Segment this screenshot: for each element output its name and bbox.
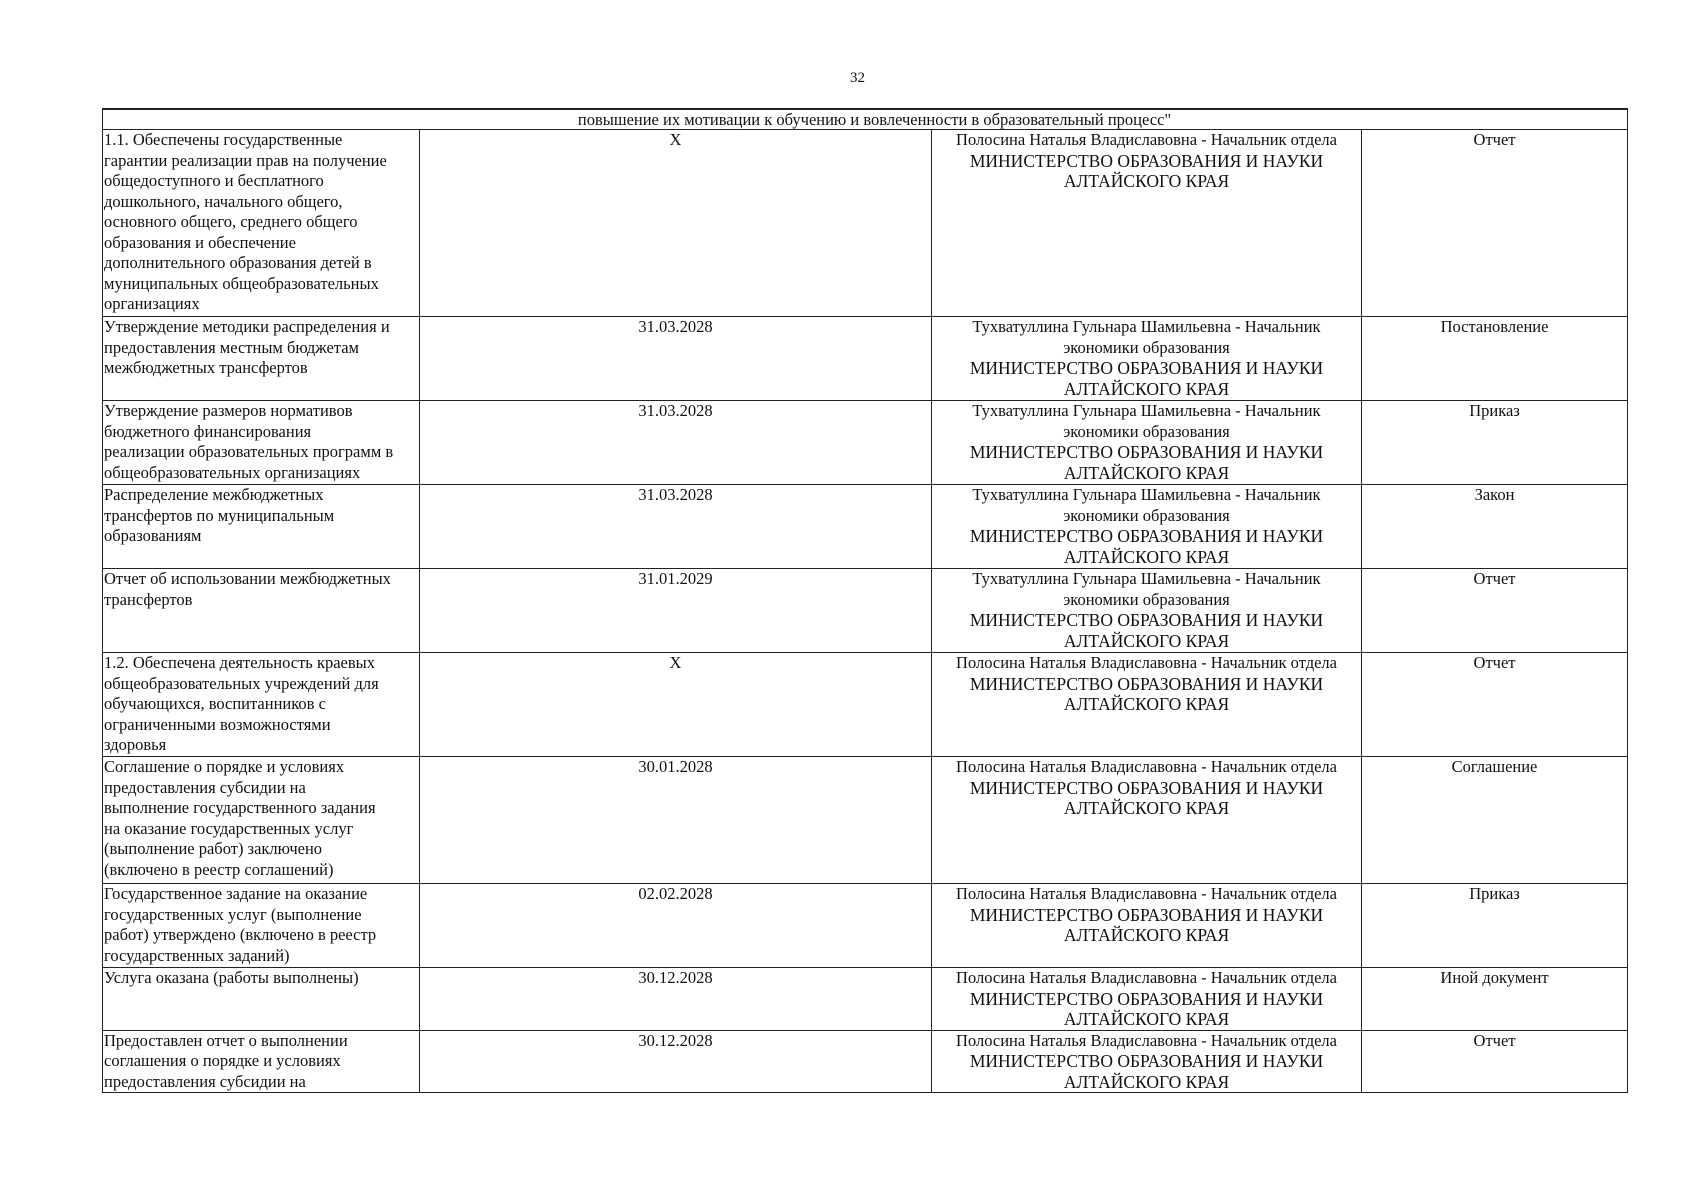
deadline-cell: 02.02.2028 (420, 884, 932, 968)
responsible-line: экономики образования (1063, 421, 1230, 441)
event-title-cell (103, 485, 420, 569)
responsible-line: Тухватуллина Гульнара Шамильевна - Начальник (972, 485, 1321, 504)
document-type-cell: Приказ (1362, 401, 1628, 485)
document-type-cell: Постановление (1362, 317, 1628, 401)
responsible-line: Тухватуллина Гульнара Шамильевна - Начальник (972, 317, 1321, 336)
document-type-cell: Приказ (1362, 884, 1628, 968)
responsible-cell (932, 401, 1362, 485)
deadline-cell: X (420, 653, 932, 757)
deadline-cell: 30.12.2028 (420, 1030, 932, 1093)
document-type-cell: Отчет (1362, 653, 1628, 757)
table-header-text: повышение их мотивации к обучению и вовлеченности в образовательный процесс" (103, 109, 1628, 130)
event-title-line: обучающихся, воспитанников с (104, 694, 326, 713)
table-row (103, 968, 1628, 1031)
deadline-cell: 31.03.2028 (420, 317, 932, 401)
deadline-cell: X (420, 130, 932, 317)
event-title-line: гарантии реализации прав на получение (104, 150, 387, 170)
event-title-line: общеобразовательных организациях (104, 462, 361, 482)
responsible-line: АЛТАЙСКОГО КРАЯ (1063, 1071, 1230, 1092)
responsible-cell (932, 757, 1362, 884)
event-title-line: трансфертов (104, 589, 193, 609)
responsible-line: Полосина Наталья Владиславовна - Начальник отдела (956, 757, 1337, 776)
event-title-line: 1.1. Обеспечены государственные (104, 130, 343, 149)
table-row (103, 884, 1628, 968)
event-title-line: 1.2. Обеспечена деятельность краевых (104, 653, 375, 672)
document-type-cell: Закон (1362, 485, 1628, 569)
responsible-line: МИНИСТЕРСТВО ОБРАЗОВАНИЯ И НАУКИ (969, 150, 1324, 171)
event-title-line: общеобразовательных учреждений для (104, 673, 379, 693)
event-title-line: Распределение межбюджетных (104, 485, 324, 504)
event-title-line: образования и обеспечение (104, 232, 296, 252)
event-title-line: Услуга оказана (работы выполнены) (104, 968, 359, 987)
table-row (103, 653, 1628, 757)
responsible-line: МИНИСТЕРСТВО ОБРАЗОВАНИЯ И НАУКИ (969, 988, 1324, 1009)
event-title-line: дошкольного, начального общего, (104, 191, 343, 211)
event-title-line: государственных заданий) (104, 945, 290, 965)
responsible-line: АЛТАЙСКОГО КРАЯ (1063, 925, 1230, 945)
event-title-line: работ) утверждено (включено в реестр (104, 925, 377, 944)
event-title-line: здоровья (104, 735, 167, 754)
responsible-line: экономики образования (1063, 337, 1230, 357)
event-title-line: муниципальных общеобразовательных (104, 273, 379, 293)
event-title-line: Отчет об использовании межбюджетных (104, 569, 391, 588)
deadline-cell: 30.12.2028 (420, 968, 932, 1031)
event-title-cell (103, 653, 420, 757)
responsible-line: МИНИСТЕРСТВО ОБРАЗОВАНИЯ И НАУКИ (969, 904, 1324, 925)
responsible-line: АЛТАЙСКОГО КРАЯ (1063, 546, 1230, 567)
event-title-line: бюджетного финансирования (104, 421, 312, 441)
responsible-cell (932, 569, 1362, 653)
responsible-line: МИНИСТЕРСТВО ОБРАЗОВАНИЯ И НАУКИ (969, 777, 1324, 798)
event-title-line: дополнительного образования детей в (104, 253, 372, 272)
responsible-line: экономики образования (1063, 505, 1230, 525)
event-title-line: (выполнение работ) заключено (104, 839, 323, 858)
event-title-line: межбюджетных трансфертов (104, 358, 308, 377)
responsible-cell (932, 968, 1362, 1031)
responsible-cell (932, 884, 1362, 968)
table-row (103, 757, 1628, 884)
event-title-line: общедоступного и бесплатного (104, 171, 324, 190)
plan-table-body (103, 109, 1628, 1093)
page-number: 32 (850, 70, 865, 86)
responsible-line: АЛТАЙСКОГО КРАЯ (1063, 171, 1230, 191)
responsible-line: АЛТАЙСКОГО КРАЯ (1063, 694, 1230, 714)
table-row (103, 569, 1628, 653)
responsible-line: МИНИСТЕРСТВО ОБРАЗОВАНИЯ И НАУКИ (969, 442, 1324, 462)
event-title-cell (103, 1030, 420, 1093)
event-title-line: предоставления местным бюджетам (104, 337, 359, 357)
responsible-line: АЛТАЙСКОГО КРАЯ (1063, 630, 1230, 651)
responsible-line: Тухватуллина Гульнара Шамильевна - Начальник (972, 401, 1321, 420)
event-title-line: предоставления субсидии на (104, 1071, 306, 1091)
responsible-line: Тухватуллина Гульнара Шамильевна - Начальник (972, 569, 1321, 588)
table-row (103, 130, 1628, 317)
table-row (103, 1030, 1628, 1093)
event-title-line: Соглашение о порядке и условиях (104, 757, 345, 776)
event-title-cell (103, 317, 420, 401)
responsible-line: экономики образования (1063, 589, 1230, 609)
event-title-cell (103, 757, 420, 884)
event-title-cell (103, 968, 420, 1031)
responsible-line: Полосина Наталья Владиславовна - Начальник отдела (956, 653, 1337, 672)
document-type-cell: Соглашение (1362, 757, 1628, 884)
document-type-cell: Иной документ (1362, 968, 1628, 1031)
responsible-line: МИНИСТЕРСТВО ОБРАЗОВАНИЯ И НАУКИ (969, 358, 1324, 378)
document-type-cell: Отчет (1362, 1030, 1628, 1093)
event-title-line: реализации образовательных программ в (104, 442, 394, 461)
event-title-line: Предоставлен отчет о выполнении (104, 1030, 348, 1050)
responsible-cell (932, 317, 1362, 401)
responsible-line: Полосина Наталья Владиславовна - Начальник отдела (956, 884, 1337, 903)
responsible-line: Полосина Наталья Владиславовна - Начальник отдела (956, 1030, 1337, 1050)
event-title-line: соглашения о порядке и условиях (104, 1051, 341, 1070)
responsible-cell (932, 1030, 1362, 1093)
responsible-line: АЛТАЙСКОГО КРАЯ (1063, 798, 1230, 818)
responsible-line: МИНИСТЕРСТВО ОБРАЗОВАНИЯ И НАУКИ (969, 673, 1324, 694)
event-title-cell (103, 569, 420, 653)
event-title-line: Государственное задание на оказание (104, 884, 368, 903)
responsible-line: АЛТАЙСКОГО КРАЯ (1063, 462, 1230, 483)
event-title-cell (103, 401, 420, 485)
event-title-line: на оказание государственных услуг (104, 818, 354, 838)
event-title-line: образованиям (104, 526, 202, 545)
plan-table (102, 108, 1628, 1093)
deadline-cell: 31.03.2028 (420, 401, 932, 485)
responsible-cell (932, 485, 1362, 569)
responsible-line: Полосина Наталья Владиславовна - Начальник отдела (956, 968, 1337, 987)
event-title-line: выполнение государственного задания (104, 798, 376, 817)
event-title-line: организациях (104, 294, 200, 313)
deadline-cell: 30.01.2028 (420, 757, 932, 884)
event-title-line: трансфертов по муниципальным (104, 505, 335, 525)
table-row (103, 317, 1628, 401)
responsible-cell (932, 653, 1362, 757)
event-title-line: Утверждение размеров нормативов (104, 401, 353, 420)
event-title-line: предоставления субсидии на (104, 777, 306, 797)
responsible-line: Полосина Наталья Владиславовна - Начальник отдела (956, 130, 1337, 149)
document-type-cell: Отчет (1362, 130, 1628, 317)
table-row (103, 485, 1628, 569)
responsible-line: АЛТАЙСКОГО КРАЯ (1063, 378, 1230, 399)
responsible-line: МИНИСТЕРСТВО ОБРАЗОВАНИЯ И НАУКИ (969, 526, 1324, 546)
table-row (103, 401, 1628, 485)
event-title-line: ограниченными возможностями (104, 714, 331, 734)
table-continuation-header (103, 109, 1628, 130)
responsible-line: МИНИСТЕРСТВО ОБРАЗОВАНИЯ И НАУКИ (969, 610, 1324, 630)
event-title-cell (103, 884, 420, 968)
deadline-cell: 31.03.2028 (420, 485, 932, 569)
event-title-line: основного общего, среднего общего (104, 212, 358, 231)
responsible-line: АЛТАЙСКОГО КРАЯ (1063, 1009, 1230, 1029)
event-title-cell (103, 130, 420, 317)
responsible-cell (932, 130, 1362, 317)
event-title-line: Утверждение методики распределения и (104, 317, 390, 336)
responsible-line: МИНИСТЕРСТВО ОБРАЗОВАНИЯ И НАУКИ (969, 1051, 1324, 1071)
document-type-cell: Отчет (1362, 569, 1628, 653)
event-title-line: (включено в реестр соглашений) (104, 859, 334, 879)
deadline-cell: 31.01.2029 (420, 569, 932, 653)
event-title-line: государственных услуг (выполнение (104, 904, 362, 924)
